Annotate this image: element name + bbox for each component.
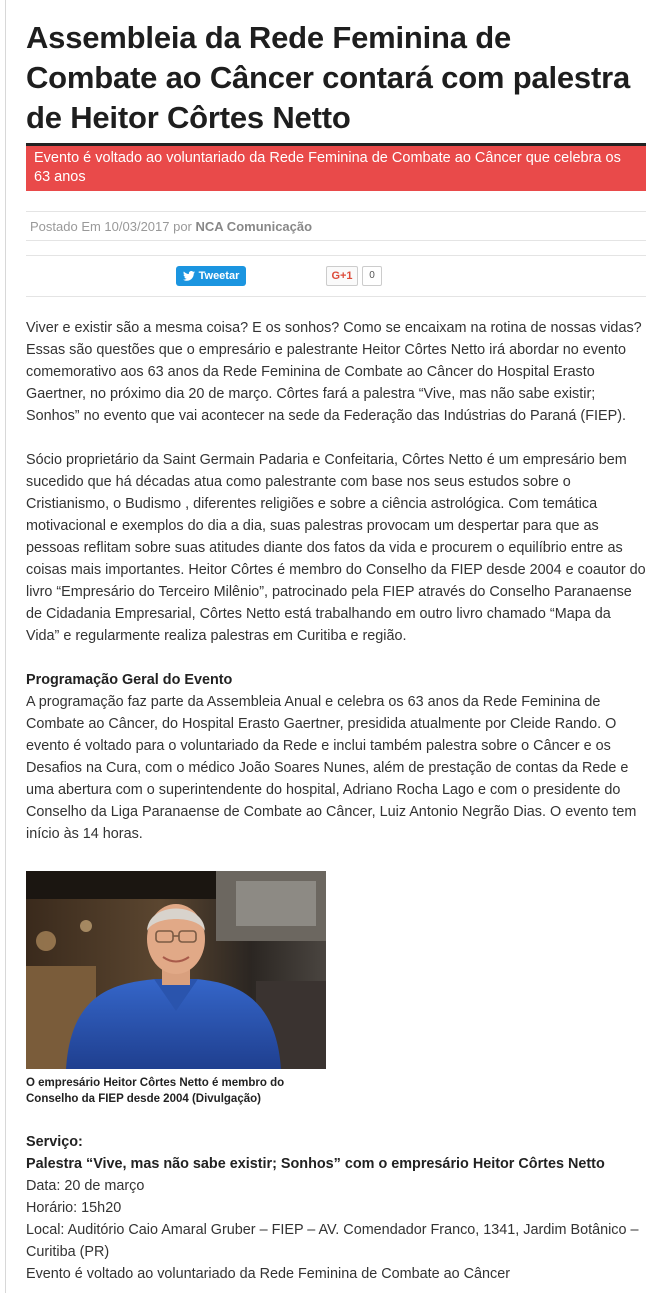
- photo-caption: O empresário Heitor Côrtes Netto é membro do Conselho da FIEP desde 2004 (Divulgação): [26, 1077, 285, 1105]
- service-info: [26, 1131, 646, 1285]
- service-date: Data: 20 de março: [26, 1178, 145, 1194]
- article-title: Assembleia da Rede Feminina de Combate ao Câncer contará com palestra de Heitor Côrtes Netto: [26, 20, 630, 135]
- paragraph-2: Sócio proprietário da Saint Germain Padaria e Confeitaria, Côrtes Netto é um empresário bem sucedido que há décadas atua como palestrante com base nos seus estudos sobre o Cristianismo, o Budismo , diferentes religiões e sobre a ciência astrológica. Com temática motivacional e exemplos do dia a dia, suas palestras provocam um despertar para que as pessoas reflitam sobre suas atitudes diante dos fatos da vida e procurem o equilíbrio entre as coisas mais importantes. Heitor Côrtes é membro do Conselho da FIEP desde 2004 e coautor do livro “Empresário do Terceiro Milênio”, patrocinado pela FIEP através do Conselho Paranaense de Cidadania Empresarial, Côrtes Netto está trabalhando em outro livro chamado “Mapa da Vida” e regularmente realiza palestras em Curitiba e região.: [26, 452, 646, 644]
- tweet-label: Tweetar: [198, 270, 240, 282]
- service-note: Evento é voltado ao voluntariado da Rede Feminina de Combate ao Câncer: [26, 1266, 510, 1282]
- share-bar: [26, 256, 646, 296]
- article-body: [26, 317, 646, 1285]
- page-left-border: [5, 0, 6, 1293]
- article-figure: [26, 871, 326, 1107]
- google-plus-button[interactable]: G+1: [326, 266, 358, 286]
- post-author-link[interactable]: NCA Comunicação: [195, 219, 313, 234]
- service-time: Horário: 15h20: [26, 1200, 122, 1216]
- service-location: Local: Auditório Caio Amaral Gruber – FIEP – AV. Comendador Franco, 1341, Jardim Botânico – Curitiba (PR): [26, 1222, 639, 1260]
- speaker-photo: [26, 871, 326, 1069]
- tweet-button[interactable]: [176, 266, 246, 286]
- post-meta: [26, 212, 646, 240]
- paragraph-3: A programação faz parte da Assembleia Anual e celebra os 63 anos da Rede Feminina de Combate ao Câncer, do Hospital Erasto Gaertner, presidida atualmente por Cleide Rando. O evento é voltado para o voluntariado da Rede e inclui também palestra sobre o Câncer e os Desafios na Cura, com o médico João Soares Nunes, além de prestação de contas da Rede e uma abertura com o superintendente do hospital, Adriano Rocha Lago e com o presidente do Conselho da Liga Paranaense de Combate ao Câncer, Luiz Antonio Negrão Dias. O evento tem início às 14 horas.: [26, 694, 637, 842]
- service-heading: Serviço:: [26, 1134, 83, 1150]
- post-date: Postado Em 10/03/2017 por: [30, 219, 192, 234]
- paragraph-1: Viver e existir são a mesma coisa? E os sonhos? Como se encaixam na rotina de nossas vidas? Essas são questões que o empresário e palestrante Heitor Côrtes Netto irá abordar no evento comemorativo aos 63 anos da Rede Feminina de Combate ao Câncer do Hospital Erasto Gaertner, no próximo dia 20 de março. Côrtes fará a palestra “Vive, mas não sabe existir; Sonhos” no evento que vai acontecer na sede da Federação das Indústrias do Paraná (FIEP).: [26, 320, 642, 424]
- article: [26, 0, 646, 1285]
- twitter-bird-icon: [183, 271, 195, 281]
- service-talk: Palestra “Vive, mas não sabe existir; Sonhos” com o empresário Heitor Côrtes Netto: [26, 1156, 605, 1172]
- article-subtitle: Evento é voltado ao voluntariado da Rede Feminina de Combate ao Câncer que celebra os 63 anos: [26, 146, 646, 191]
- google-plus-count: 0: [362, 266, 382, 286]
- section-heading: Programação Geral do Evento: [26, 672, 233, 688]
